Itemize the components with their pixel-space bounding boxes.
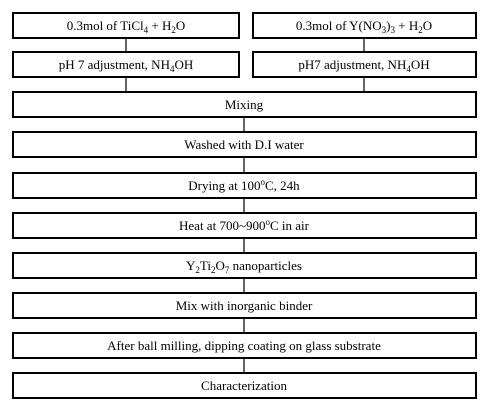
- heating-label: Heat at 700~900$^o$C in air: [179, 217, 309, 233]
- yno3-precursor-label: 0.3mol of $Y(NO_3)_3 + H_2O$: [295, 18, 433, 35]
- nanoparticles-label: $Y_2Ti_2O_7$ nanoparticles: [186, 258, 302, 275]
- washing-label: Washed with D.I water: [184, 137, 304, 152]
- drying-label: Drying at 100$^o$C, 24h: [188, 177, 300, 193]
- mixing-label: Mixing: [224, 97, 264, 112]
- characterization-label: Characterization: [201, 378, 287, 393]
- binder-label: Mix with inorganic binder: [175, 298, 313, 313]
- coating-label: After ball milling, dipping coating on glass substrate: [107, 338, 381, 353]
- ticl4-precursor-label: 0.3mol of TiCl$_4$ + $H_2O$: [66, 18, 186, 35]
- left-ph-adjustment-label: pH 7 adjustment, $NH_4OH$: [58, 57, 194, 74]
- right-ph-adjustment-label: pH7 adjustment, $NH_4OH$: [298, 57, 430, 74]
